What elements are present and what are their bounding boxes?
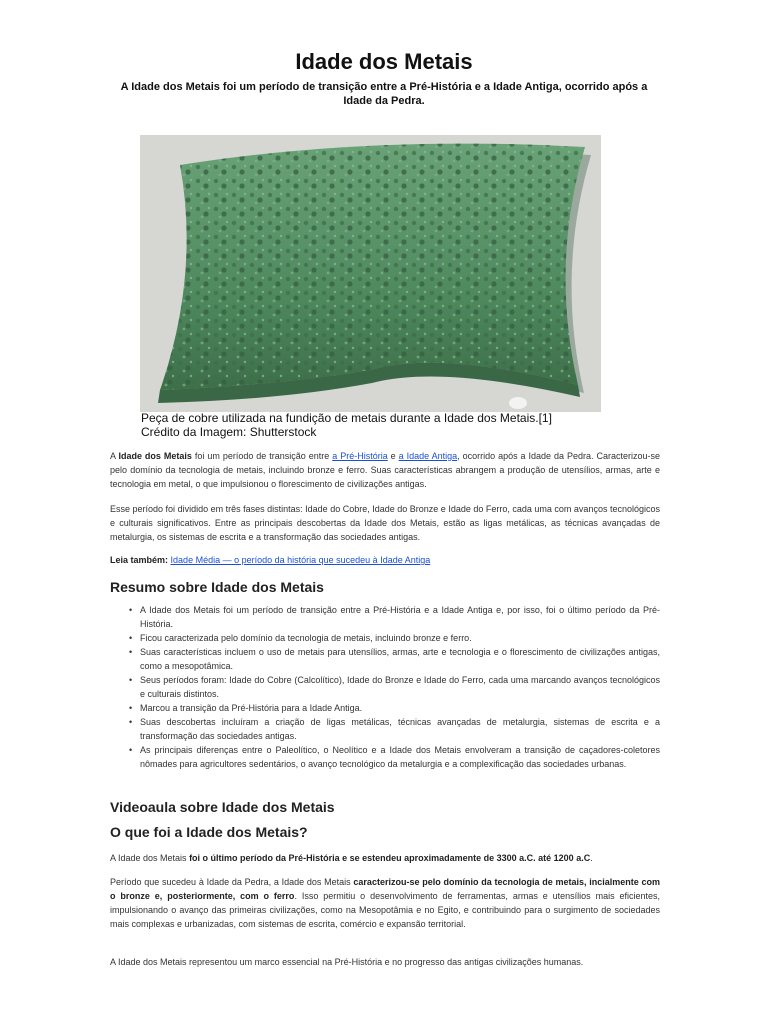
- summary-list: [110, 603, 660, 771]
- list-item: • Suas descobertas incluíram a criação de ligas metálicas, técnicas avançadas de metalurgia, sistemas de escrita e a transformação das sociedades antigas.: [140, 715, 660, 743]
- list-item: • A Idade dos Metais foi um período de transição entre a Pré-História e a Idade Antiga e, por isso, foi o último período da Pré-História.: [140, 603, 660, 631]
- list-item: • As principais diferenças entre o Paleolítico, o Neolítico e a Idade dos Metais envolveram a transição de caçadores-coletores nômades para agricultores sedentários, o avanço tecnológico da metalurgia e a complexificação das sociedades urbanas.: [140, 743, 660, 771]
- list-item: • Suas características incluem o uso de metais para utensílios, armas, arte e tecnologia e o florescimento de civilizações antigas, como a mesopotâmica.: [140, 645, 660, 673]
- list-item: • Seus períodos foram: Idade do Cobre (Calcolítico), Idade do Bronze e Idade do Ferro, cada uma marcando avanços tecnológicos e culturais distintos.: [140, 673, 660, 701]
- link-pre-historia[interactable]: a Pré-História: [332, 451, 388, 461]
- page-subtitle: A Idade dos Metais foi um período de transição entre a Pré-História e a Idade Antiga, ocorrido após a Idade da Pedra.: [120, 81, 648, 107]
- video-heading: Videoaula sobre Idade dos Metais: [110, 799, 335, 815]
- intro-paragraph-2: Esse período foi dividido em três fases distintas: Idade do Cobre, Idade do Bronze e Idade do Ferro, cada uma com avanços tecnológicos e culturais significativos. Entre as principais descobertas da Idade dos Metais, estão as ligas metálicas, as técnicas avançadas de metalurgia, os sistemas de escrita e a transformação das sociedades antigas.: [110, 504, 660, 542]
- metal-technology-highlight: caracterizou-se pelo domínio da tecnologia de metais, incialmente com o bronze e, posteriormente, com o ferro: [110, 877, 660, 901]
- summary-heading: Resumo sobre Idade dos Metais: [110, 579, 324, 595]
- copper-ingot-illustration: [140, 135, 601, 412]
- list-item: • Marcou a transição da Pré-História para a Idade Antiga.: [140, 701, 660, 715]
- what-was-paragraph-3: A Idade dos Metais representou um marco essencial na Pré-História e no progresso das antigas civilizações humanas.: [110, 957, 584, 967]
- link-idade-media[interactable]: Idade Média — o período da história que sucedeu à Idade Antiga: [170, 555, 431, 565]
- image-caption: [141, 411, 611, 439]
- intro-bold-term: Idade dos Metais: [118, 451, 192, 461]
- link-idade-antiga[interactable]: a Idade Antiga: [398, 451, 458, 461]
- period-dates: foi o último período da Pré-História e se estendeu aproximadamente de 3300 a.C. até 1200 a.C: [189, 853, 591, 863]
- intro-paragraph-1: A Idade dos Metais foi um período de transição entre a Pré-História e a Idade Antiga, ocorrido após a Idade da Pedra. Caracterizou-se pelo domínio da tecnologia de metais, incluindo bronze e ferro. Suas características abrangem a produção de utensílios, armas, arte e tecnologia em metal, o que impulsionou o florescimento de civilizações antigas.: [110, 451, 660, 489]
- read-also-label: Leia também:: [110, 555, 169, 565]
- what-was-heading: O que foi a Idade dos Metais?: [110, 824, 308, 840]
- page-title: Idade dos Metais: [295, 49, 473, 74]
- read-also: [110, 553, 660, 567]
- caption-description: Peça de cobre utilizada na fundição de metais durante a Idade dos Metais.[1]: [141, 411, 552, 425]
- what-was-paragraph-2: Período que sucedeu à Idade da Pedra, a Idade dos Metais caracterizou-se pelo domínio da tecnologia de metais, incialmente com o bronze e, posteriormente, com o ferro. Isso permitiu o desenvolvimento de ferramentas, armas e utensílios mais eficientes, impulsionando o avanço das primeiras civilizações, como na Mesopotâmia e no Egito, e contribuindo para o surgimento de sociedades mais complexas e urbanizadas, com sistemas de escrita, comércio e expansão territorial.: [110, 877, 660, 929]
- caption-credit: Crédito da Imagem: Shutterstock: [141, 425, 317, 439]
- copper-ingot-image: [140, 135, 601, 412]
- what-was-paragraph-1: A Idade dos Metais foi o último período da Pré-História e se estendeu aproximadamente de 3300 a.C. até 1200 a.C.: [110, 853, 593, 863]
- list-item: • Ficou caracterizada pelo domínio da tecnologia de metais, incluindo bronze e ferro.: [140, 631, 660, 645]
